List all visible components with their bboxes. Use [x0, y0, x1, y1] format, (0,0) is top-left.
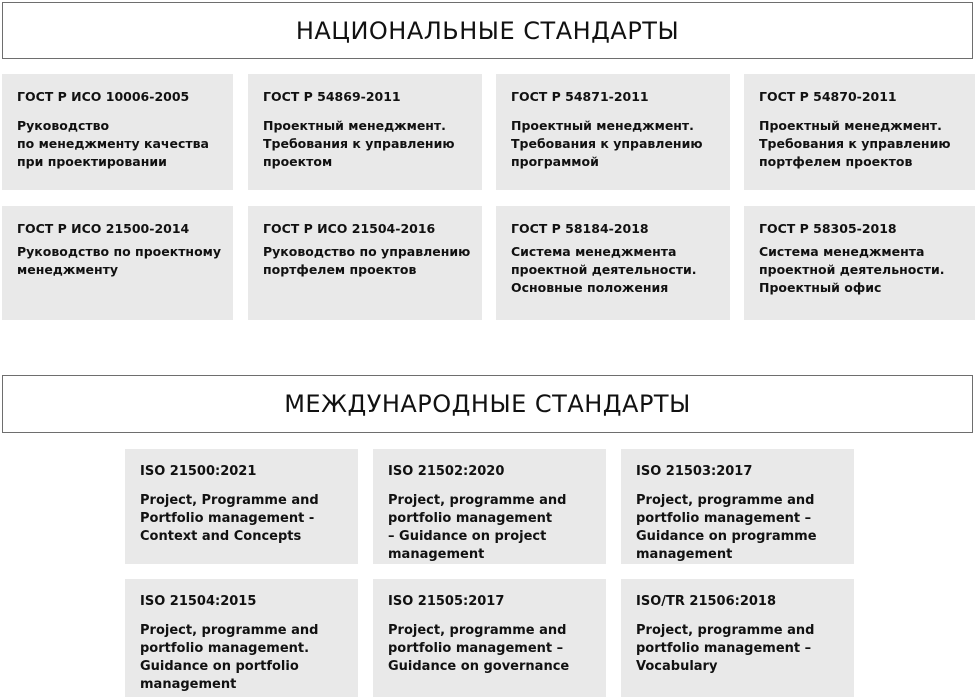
- standard-title: Проектный менеджмент. Требования к управлению программой: [511, 118, 703, 169]
- standard-title: Project, programme and portfolio management. Guidance on portfolio management: [140, 623, 319, 692]
- standard-card: [248, 206, 482, 320]
- standard-code: ГОСТ Р 58184-2018: [511, 221, 649, 236]
- standard-code: ISO 21505:2017: [388, 594, 505, 609]
- standard-card: [125, 579, 358, 697]
- standard-code: ГОСТ Р ИСО 21504-2016: [263, 221, 436, 236]
- international-standards-heading: МЕЖДУНАРОДНЫЕ СТАНДАРТЫ: [2, 375, 973, 433]
- standard-card: [2, 206, 233, 320]
- standard-code: ISO/TR 21506:2018: [636, 594, 777, 609]
- standard-title: Project, programme and portfolio management – Guidance on programme management: [636, 493, 817, 562]
- standard-code: ISO 21503:2017: [636, 464, 753, 479]
- standard-code: ISO 21502:2020: [388, 464, 505, 479]
- standard-title: Проектный менеджмент. Требования к управлению портфелем проектов: [759, 118, 951, 169]
- standard-card: [621, 449, 854, 564]
- standard-title: Проектный менеджмент. Требования к управлению проектом: [263, 118, 455, 169]
- standard-card: [125, 449, 358, 564]
- standard-card: [373, 579, 606, 697]
- standard-card: [248, 74, 482, 190]
- standard-code: ISO 21504:2015: [140, 594, 257, 609]
- standard-card: [496, 74, 730, 190]
- national-standards-heading: НАЦИОНАЛЬНЫЕ СТАНДАРТЫ: [2, 2, 973, 59]
- standard-card: [744, 74, 975, 190]
- standard-title: Система менеджмента проектной деятельности. Основные положения: [511, 244, 697, 295]
- standard-title: Руководство по менеджменту качества при проектировании: [17, 118, 209, 169]
- standard-title: Руководство по проектному менеджменту: [17, 244, 222, 277]
- standard-code: ГОСТ Р 54869-2011: [263, 89, 401, 104]
- standard-code: ГОСТ Р 54870-2011: [759, 89, 897, 104]
- standard-title: Система менеджмента проектной деятельности. Проектный офис: [759, 244, 945, 295]
- standard-title: Project, programme and portfolio management – Guidance on governance: [388, 623, 570, 674]
- standard-card: [621, 579, 854, 697]
- standard-code: ГОСТ Р ИСО 10006-2005: [17, 89, 190, 104]
- standard-code: ГОСТ Р 54871-2011: [511, 89, 649, 104]
- standard-code: ГОСТ Р 58305-2018: [759, 221, 897, 236]
- standard-card: [496, 206, 730, 320]
- standard-code: ГОСТ Р ИСО 21500-2014: [17, 221, 190, 236]
- standard-title: Project, Programme and Portfolio management - Context and Concepts: [140, 493, 319, 544]
- standard-code: ISO 21500:2021: [140, 464, 257, 479]
- standard-title: Руководство по управлению портфелем проектов: [263, 244, 471, 277]
- standard-card: [373, 449, 606, 564]
- standard-card: [744, 206, 975, 320]
- standard-title: Project, programme and portfolio management – Vocabulary: [636, 623, 815, 674]
- standard-card: [2, 74, 233, 190]
- standard-title: Project, programme and portfolio management – Guidance on project management: [388, 493, 567, 562]
